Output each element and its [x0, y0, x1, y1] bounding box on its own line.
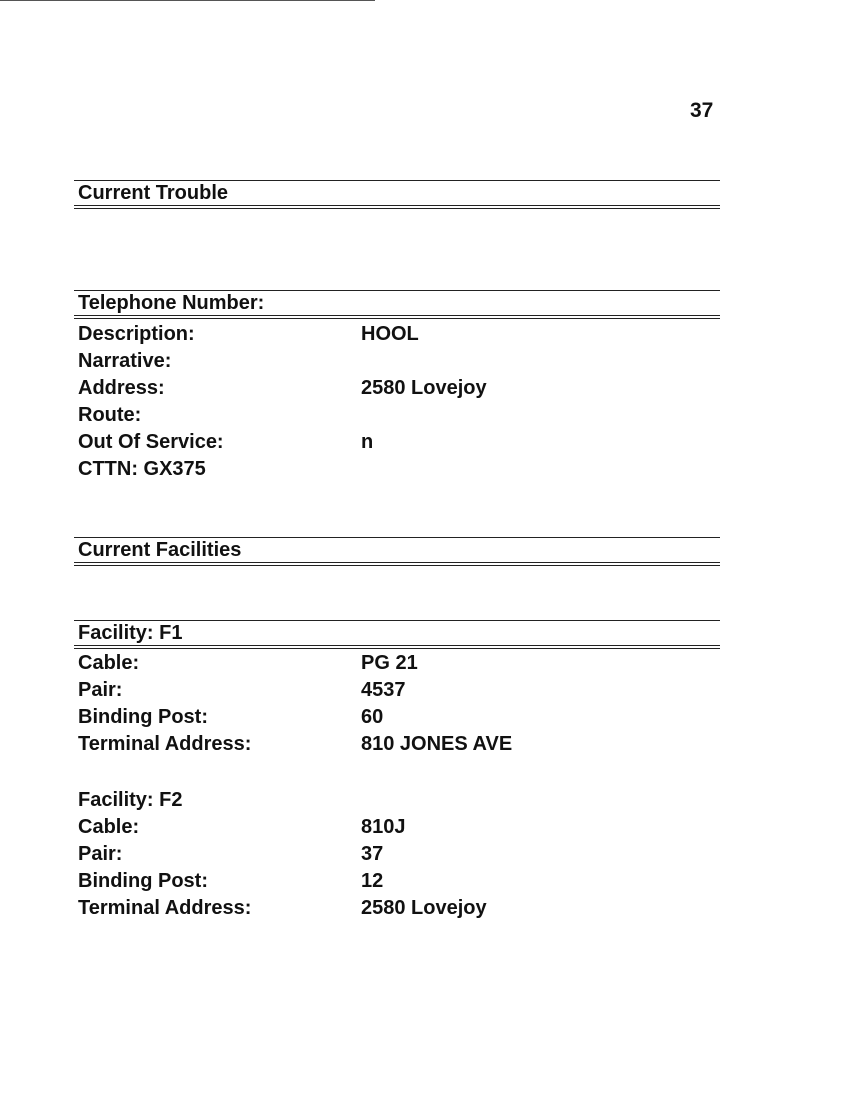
section-current-facilities — [74, 537, 720, 566]
section-rule-bottom — [74, 562, 720, 566]
section-rule-bottom — [74, 645, 720, 649]
section-telephone-number — [74, 290, 720, 319]
field-value: 2580 Lovejoy — [361, 897, 487, 919]
field-label: Binding Post: — [78, 706, 208, 728]
field-label: Terminal Address: — [78, 733, 252, 755]
field-value: 37 — [361, 843, 384, 865]
section-rule-bottom — [74, 315, 720, 319]
field-value: HOOL — [361, 323, 419, 345]
field-value: 12 — [361, 870, 384, 892]
field-label: Narrative: — [78, 350, 172, 372]
field-value: n — [361, 431, 374, 453]
field-value: 2580 Lovejoy — [361, 377, 487, 399]
field-value: 4537 — [361, 679, 406, 701]
page-number: 37 — [690, 99, 714, 122]
field-label: Route: — [78, 404, 142, 426]
field-value: 810J — [361, 816, 406, 838]
section-title: Facility: F1 — [78, 622, 183, 644]
section-rule-bottom — [74, 205, 720, 209]
section-title: Facility: F2 — [78, 789, 183, 811]
section-title: Telephone Number: — [78, 292, 265, 314]
field-label: Terminal Address: — [78, 897, 252, 919]
field-label: Pair: — [78, 679, 123, 701]
section-current-trouble — [74, 180, 720, 209]
section-facility-f1 — [74, 620, 720, 649]
field-label: Out Of Service: — [78, 431, 224, 453]
field-label: Cable: — [78, 652, 140, 674]
field-label: Binding Post: — [78, 870, 208, 892]
field-label: Pair: — [78, 843, 123, 865]
top-edge-line — [0, 0, 375, 1]
field-label: Cable: — [78, 816, 140, 838]
field-value: 810 JONES AVE — [361, 733, 513, 755]
field-label: Address: — [78, 377, 165, 399]
field-value: PG 21 — [361, 652, 418, 674]
section-title: Current Trouble — [78, 182, 229, 204]
field-value: 60 — [361, 706, 384, 728]
section-title: Current Facilities — [78, 539, 242, 561]
field-label: CTTN: GX375 — [78, 458, 206, 480]
field-label: Description: — [78, 323, 195, 345]
